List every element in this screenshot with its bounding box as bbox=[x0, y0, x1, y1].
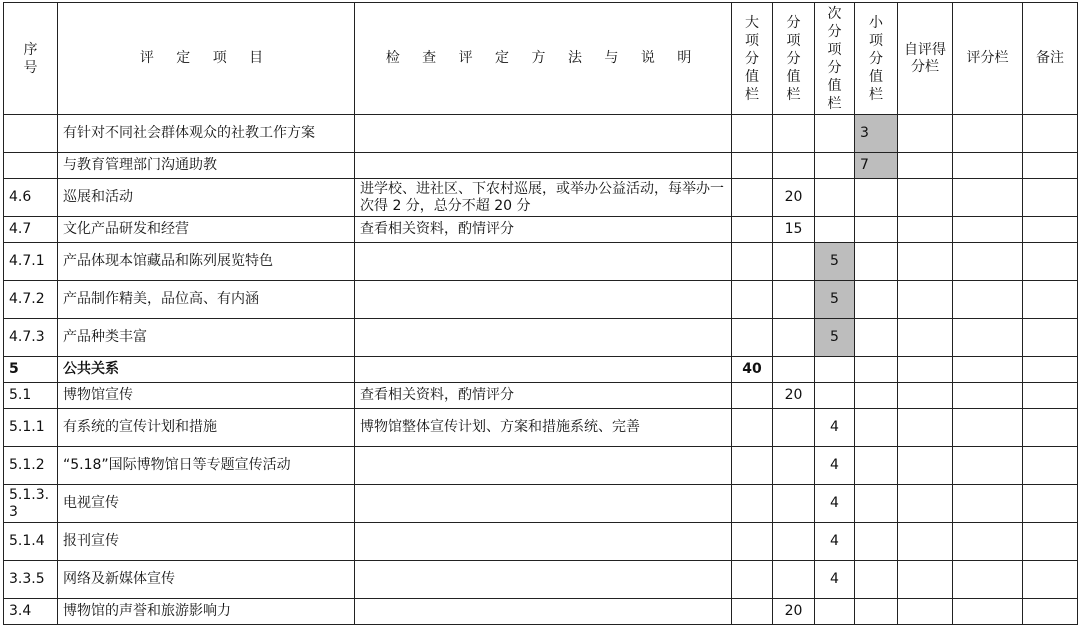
cell-note bbox=[1023, 357, 1078, 383]
cell-sub bbox=[773, 447, 815, 485]
table-row bbox=[4, 357, 1078, 383]
header-seq: 序号 bbox=[4, 3, 58, 115]
cell-small: 3 bbox=[855, 115, 898, 153]
cell-sub bbox=[773, 153, 815, 179]
cell-sub bbox=[773, 319, 815, 357]
table-row bbox=[4, 115, 1078, 153]
header-minor-score: 次分项分值栏 bbox=[815, 3, 855, 115]
cell-method: 进学校、进社区、下农村巡展，或举办公益活动，每举办一次得 2 分，总分不超 20 分 bbox=[355, 179, 732, 217]
cell-seq: 5.1.3.3 bbox=[4, 485, 58, 523]
cell-score bbox=[953, 561, 1023, 599]
cell-item: 巡展和活动 bbox=[58, 179, 355, 217]
cell-method bbox=[355, 523, 732, 561]
cell-small bbox=[855, 523, 898, 561]
cell-note bbox=[1023, 447, 1078, 485]
cell-seq: 5.1.4 bbox=[4, 523, 58, 561]
cell-seq: 4.6 bbox=[4, 179, 58, 217]
cell-major bbox=[732, 599, 773, 625]
cell-method bbox=[355, 319, 732, 357]
cell-sub bbox=[773, 485, 815, 523]
cell-major bbox=[732, 447, 773, 485]
cell-seq: 4.7.3 bbox=[4, 319, 58, 357]
cell-sub bbox=[773, 115, 815, 153]
cell-sub: 20 bbox=[773, 179, 815, 217]
cell-seq bbox=[4, 153, 58, 179]
cell-item: 有针对不同社会群体观众的社教工作方案 bbox=[58, 115, 355, 153]
cell-small bbox=[855, 383, 898, 409]
cell-score bbox=[953, 217, 1023, 243]
cell-item: 有系统的宣传计划和措施 bbox=[58, 409, 355, 447]
cell-score bbox=[953, 115, 1023, 153]
cell-small bbox=[855, 243, 898, 281]
cell-sub bbox=[773, 561, 815, 599]
table-row bbox=[4, 153, 1078, 179]
cell-major bbox=[732, 383, 773, 409]
cell-self bbox=[898, 179, 953, 217]
cell-item: “5.18”国际博物馆日等专题宣传活动 bbox=[58, 447, 355, 485]
cell-self bbox=[898, 319, 953, 357]
cell-method: 查看相关资料，酌情评分 bbox=[355, 383, 732, 409]
cell-major bbox=[732, 217, 773, 243]
cell-minor bbox=[815, 115, 855, 153]
cell-score bbox=[953, 357, 1023, 383]
cell-major bbox=[732, 561, 773, 599]
cell-major bbox=[732, 485, 773, 523]
cell-self bbox=[898, 153, 953, 179]
cell-small bbox=[855, 217, 898, 243]
cell-minor: 4 bbox=[815, 561, 855, 599]
cell-self bbox=[898, 485, 953, 523]
cell-minor: 5 bbox=[815, 281, 855, 319]
cell-item: 博物馆宣传 bbox=[58, 383, 355, 409]
cell-score bbox=[953, 383, 1023, 409]
cell-note bbox=[1023, 523, 1078, 561]
cell-score bbox=[953, 153, 1023, 179]
table-row bbox=[4, 523, 1078, 561]
cell-sub bbox=[773, 281, 815, 319]
header-sub-score: 分项分值栏 bbox=[773, 3, 815, 115]
cell-minor bbox=[815, 217, 855, 243]
cell-self bbox=[898, 447, 953, 485]
cell-minor bbox=[815, 153, 855, 179]
header-note: 备注 bbox=[1023, 3, 1078, 115]
cell-note bbox=[1023, 485, 1078, 523]
cell-method bbox=[355, 281, 732, 319]
cell-method bbox=[355, 447, 732, 485]
cell-minor: 4 bbox=[815, 447, 855, 485]
table-row bbox=[4, 281, 1078, 319]
table-row bbox=[4, 179, 1078, 217]
table-row bbox=[4, 599, 1078, 625]
cell-item: 产品种类丰富 bbox=[58, 319, 355, 357]
cell-seq: 5.1 bbox=[4, 383, 58, 409]
cell-score bbox=[953, 447, 1023, 485]
cell-self bbox=[898, 561, 953, 599]
cell-seq: 4.7.2 bbox=[4, 281, 58, 319]
cell-major bbox=[732, 115, 773, 153]
cell-small bbox=[855, 485, 898, 523]
cell-note bbox=[1023, 281, 1078, 319]
evaluation-table bbox=[3, 2, 1078, 625]
cell-self bbox=[898, 357, 953, 383]
cell-minor: 5 bbox=[815, 243, 855, 281]
cell-score bbox=[953, 523, 1023, 561]
table-row bbox=[4, 383, 1078, 409]
cell-minor bbox=[815, 599, 855, 625]
cell-item: 网络及新媒体宣传 bbox=[58, 561, 355, 599]
cell-seq bbox=[4, 115, 58, 153]
table-row bbox=[4, 217, 1078, 243]
cell-note bbox=[1023, 561, 1078, 599]
cell-self bbox=[898, 243, 953, 281]
cell-seq: 5.1.2 bbox=[4, 447, 58, 485]
cell-note bbox=[1023, 217, 1078, 243]
cell-small bbox=[855, 599, 898, 625]
cell-small bbox=[855, 179, 898, 217]
cell-self bbox=[898, 523, 953, 561]
cell-major bbox=[732, 409, 773, 447]
cell-item: 报刊宣传 bbox=[58, 523, 355, 561]
cell-item: 公共关系 bbox=[58, 357, 355, 383]
cell-self bbox=[898, 281, 953, 319]
cell-method bbox=[355, 599, 732, 625]
cell-major bbox=[732, 281, 773, 319]
cell-method: 查看相关资料，酌情评分 bbox=[355, 217, 732, 243]
cell-major bbox=[732, 153, 773, 179]
table-row bbox=[4, 447, 1078, 485]
cell-minor bbox=[815, 179, 855, 217]
header-method: 检 查 评 定 方 法 与 说 明 bbox=[355, 3, 732, 115]
cell-item: 产品制作精美，品位高、有内涵 bbox=[58, 281, 355, 319]
cell-minor: 5 bbox=[815, 319, 855, 357]
cell-major bbox=[732, 523, 773, 561]
table-row bbox=[4, 561, 1078, 599]
cell-method bbox=[355, 153, 732, 179]
cell-sub: 20 bbox=[773, 383, 815, 409]
cell-sub bbox=[773, 523, 815, 561]
cell-method: 博物馆整体宣传计划、方案和措施系统、完善 bbox=[355, 409, 732, 447]
header-self-score: 自评得分栏 bbox=[898, 3, 953, 115]
cell-seq: 4.7.1 bbox=[4, 243, 58, 281]
cell-minor bbox=[815, 383, 855, 409]
cell-major bbox=[732, 243, 773, 281]
cell-self bbox=[898, 409, 953, 447]
cell-item: 文化产品研发和经营 bbox=[58, 217, 355, 243]
cell-note bbox=[1023, 179, 1078, 217]
header-row bbox=[4, 3, 1078, 115]
cell-item: 与教育管理部门沟通助教 bbox=[58, 153, 355, 179]
cell-score bbox=[953, 281, 1023, 319]
cell-major bbox=[732, 319, 773, 357]
cell-minor: 4 bbox=[815, 485, 855, 523]
cell-small bbox=[855, 281, 898, 319]
cell-major: 40 bbox=[732, 357, 773, 383]
cell-seq: 5.1.1 bbox=[4, 409, 58, 447]
header-major-score: 大项分值栏 bbox=[732, 3, 773, 115]
cell-small bbox=[855, 447, 898, 485]
cell-score bbox=[953, 179, 1023, 217]
cell-seq: 3.4 bbox=[4, 599, 58, 625]
cell-item: 博物馆的声誉和旅游影响力 bbox=[58, 599, 355, 625]
cell-sub: 20 bbox=[773, 599, 815, 625]
cell-method bbox=[355, 243, 732, 281]
table-row bbox=[4, 409, 1078, 447]
cell-seq: 4.7 bbox=[4, 217, 58, 243]
cell-item: 产品体现本馆藏品和陈列展览特色 bbox=[58, 243, 355, 281]
cell-note bbox=[1023, 153, 1078, 179]
cell-note bbox=[1023, 319, 1078, 357]
cell-small bbox=[855, 357, 898, 383]
header-score: 评分栏 bbox=[953, 3, 1023, 115]
cell-self bbox=[898, 383, 953, 409]
cell-note bbox=[1023, 243, 1078, 281]
cell-small bbox=[855, 409, 898, 447]
cell-seq: 5 bbox=[4, 357, 58, 383]
cell-sub bbox=[773, 409, 815, 447]
cell-method bbox=[355, 485, 732, 523]
cell-major bbox=[732, 179, 773, 217]
cell-note bbox=[1023, 599, 1078, 625]
cell-minor bbox=[815, 357, 855, 383]
table-row bbox=[4, 319, 1078, 357]
header-small-score: 小项分值栏 bbox=[855, 3, 898, 115]
cell-method bbox=[355, 115, 732, 153]
cell-score bbox=[953, 409, 1023, 447]
cell-sub: 15 bbox=[773, 217, 815, 243]
cell-method bbox=[355, 357, 732, 383]
cell-score bbox=[953, 485, 1023, 523]
cell-self bbox=[898, 115, 953, 153]
cell-note bbox=[1023, 409, 1078, 447]
cell-small bbox=[855, 561, 898, 599]
cell-method bbox=[355, 561, 732, 599]
cell-minor: 4 bbox=[815, 409, 855, 447]
cell-score bbox=[953, 599, 1023, 625]
cell-minor: 4 bbox=[815, 523, 855, 561]
table-row bbox=[4, 485, 1078, 523]
cell-score bbox=[953, 319, 1023, 357]
cell-item: 电视宣传 bbox=[58, 485, 355, 523]
cell-self bbox=[898, 599, 953, 625]
cell-note bbox=[1023, 383, 1078, 409]
cell-small bbox=[855, 319, 898, 357]
cell-note bbox=[1023, 115, 1078, 153]
table-row bbox=[4, 243, 1078, 281]
cell-sub bbox=[773, 243, 815, 281]
cell-seq: 3.3.5 bbox=[4, 561, 58, 599]
header-item: 评 定 项 目 bbox=[58, 3, 355, 115]
cell-score bbox=[953, 243, 1023, 281]
cell-small: 7 bbox=[855, 153, 898, 179]
cell-sub bbox=[773, 357, 815, 383]
cell-self bbox=[898, 217, 953, 243]
